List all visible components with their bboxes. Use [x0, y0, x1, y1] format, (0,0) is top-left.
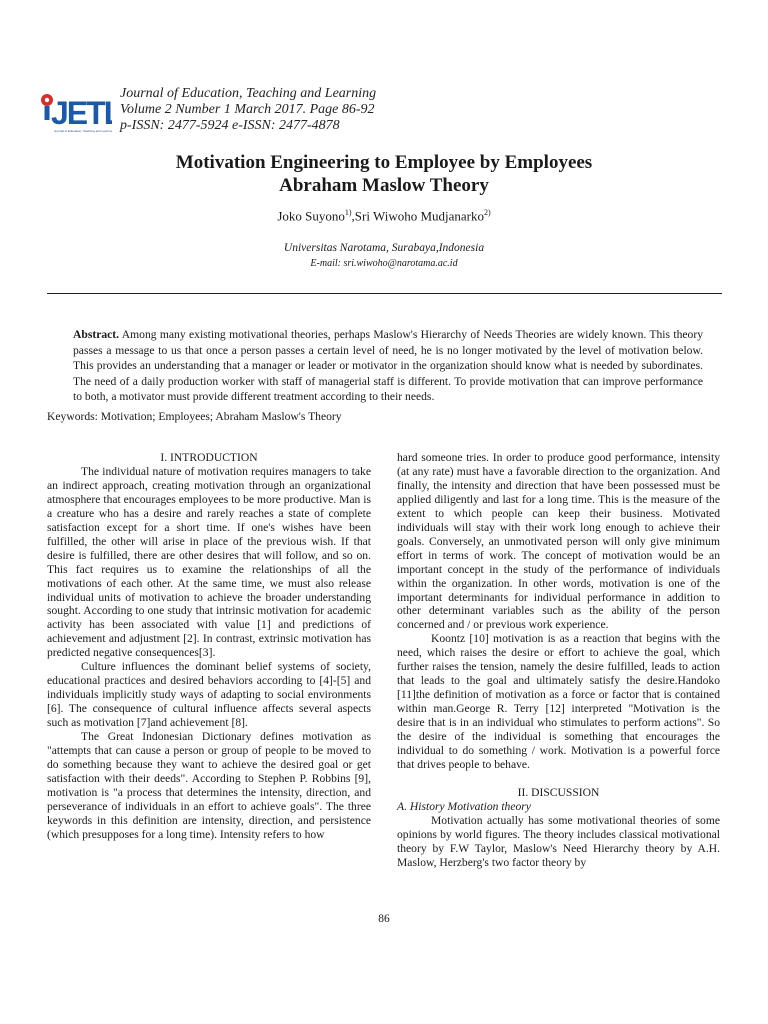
author-email: E-mail: sri.wiwoho@narotama.ac.id [310, 258, 458, 269]
title-line-2: Abraham Maslow Theory [279, 175, 489, 196]
paper-title [0, 151, 768, 197]
author-1: Joko Suyono [277, 208, 345, 224]
section-heading-introduction: I. INTRODUCTION [160, 451, 258, 464]
title-line-1: Motivation Engineering to Employee by Employees [175, 152, 593, 173]
right-column [397, 451, 720, 870]
page-number: 86 [378, 913, 390, 925]
affiliation-block [0, 241, 768, 271]
section-heading-discussion: II. DISCUSSION [517, 785, 600, 799]
subsection-heading: A. History Motivation theory [397, 799, 531, 813]
paragraph: The individual nature of motivation requires managers to take an indirect approach, creating motivation through an organizational atmosphere that encourages employees to be more productive. Man is a creature who has a desire and rarely reaches a state of complete satisfaction except for a short time. If one's wishes have been fulfilled, the other will arise in place of the previous wish. If that desire is fulfilled, there are other desires that will follow, and so on. This fact requires us to examine the relationships of all the motivations of each other. At the same time, we must also release individual units of motivation to achieve the broader understanding sought. According to one study that intrinsic motivation for academic activity has been associated with value [1] and predictions of achievement and adjustment [2]. In contrast, extrinsic motivation has predicted negative consequences[3]. [47, 464, 371, 660]
journal-info [120, 86, 376, 134]
paragraph: hard someone tries. In order to produce good performance, intensity (at any rate) must have a favorable direction to the organization. And finally, the intensity and direction that have been possessed must be applied diligently and last for a long time. This is the measure of the extent to which people can keep their business. Motivated individuals will stay with their work long enough to achieve their goals. Conversely, an unmotivated person will only give minimum effort in terms of work. The concept of motivation would be an important concept in the study of the performance of individuals within the organization. In other words, motivation is one of the important determinants for individual performance in addition to other determinant variables such as the ability of the person concerned and / or previous work experience. [397, 451, 720, 632]
paragraph: Koontz [10] motivation is as a reaction that begins with the need, which raises the desire or effort to achieve the goal, which further raises the tension, namely the desire fulfilled, leads to action that leads to the goal and ultimately satisfy the desire.Handoko [11]the definition of motivation as a force or factor that is contained within man.George R. Terry [12] interpreted "Motivation is the desire that is in an individual who stimulates to perform actions". So the desire of the individual is something that encourages the individual to do something / work. Motivation is a powerful force that drives people to behave. [397, 632, 720, 771]
paragraph: The Great Indonesian Dictionary defines motivation as "attempts that can cause a person or group of people to be moved to do something because they want to achieve the desired goal or get satisfaction with their deeds". According to Stephen P. Robbins [9], motivation is "a process that determines the intensity, direction, and perseverance of individuals in an effort to achieve goals". The three keywords in this definition are intensity, direction, and persistence (which presupposes for a long time). Intensity refers to how [47, 730, 371, 841]
author-1-affil: 1) [344, 208, 352, 217]
paragraph: Motivation actually has some motivational theories of some opinions by world figures. The theory includes classical motivational theory by F.W Taylor, Maslow's Need Hierarchy theory by A.H. Maslow, Herzberg's two factor theory by [397, 813, 720, 869]
affiliation: Universitas Narotama, Surabaya,Indonesia [283, 242, 485, 254]
abstract [73, 327, 703, 405]
keywords: Keywords: Motivation; Employees; Abraham Maslow's Theory [47, 410, 342, 423]
author-2-affil: 2) [484, 208, 491, 217]
left-column [47, 451, 371, 842]
paragraph: Culture influences the dominant belief systems of society, educational practices and desired behaviors according to [4]-[5] and individuals implicitly study ways of adapting to social environments [6]. The consequence of cultural influence affects several aspects such as motivation [7]and achievement [8]. [47, 660, 371, 730]
logo-subtext: Journal of Education, Teaching and Learning [54, 129, 112, 133]
journal-logo [38, 86, 112, 136]
abstract-text: Among many existing motivational theories, perhaps Maslow's Hierarchy of Needs Theories are widely known. This theory passes a message to us that once a person passes a certain level of need, he is no longer motivated by the level of motivation below. This provides an understanding that a manager or leader or motivator in the organization should know what is needed by subordinates. The need of a daily production worker with staff of managerial staff is different. To provide motivation that can improve performance to both, a motivator must provide different treatment according to their needs. [73, 328, 703, 404]
author-2: Sri Wiwoho Mudjanarko [354, 208, 485, 224]
author-separator: , [351, 208, 355, 224]
authors [0, 208, 768, 224]
journal-name: Journal of Education, Teaching and Learning [120, 86, 377, 101]
journal-issn: p-ISSN: 2477-5924 e-ISSN: 2477-4878 [120, 118, 340, 133]
logo-text: JET [51, 95, 104, 131]
journal-volume: Volume 2 Number 1 March 2017. Page 86-92 [120, 102, 375, 117]
header-divider [47, 293, 722, 294]
abstract-label: Abstract. [73, 328, 120, 341]
